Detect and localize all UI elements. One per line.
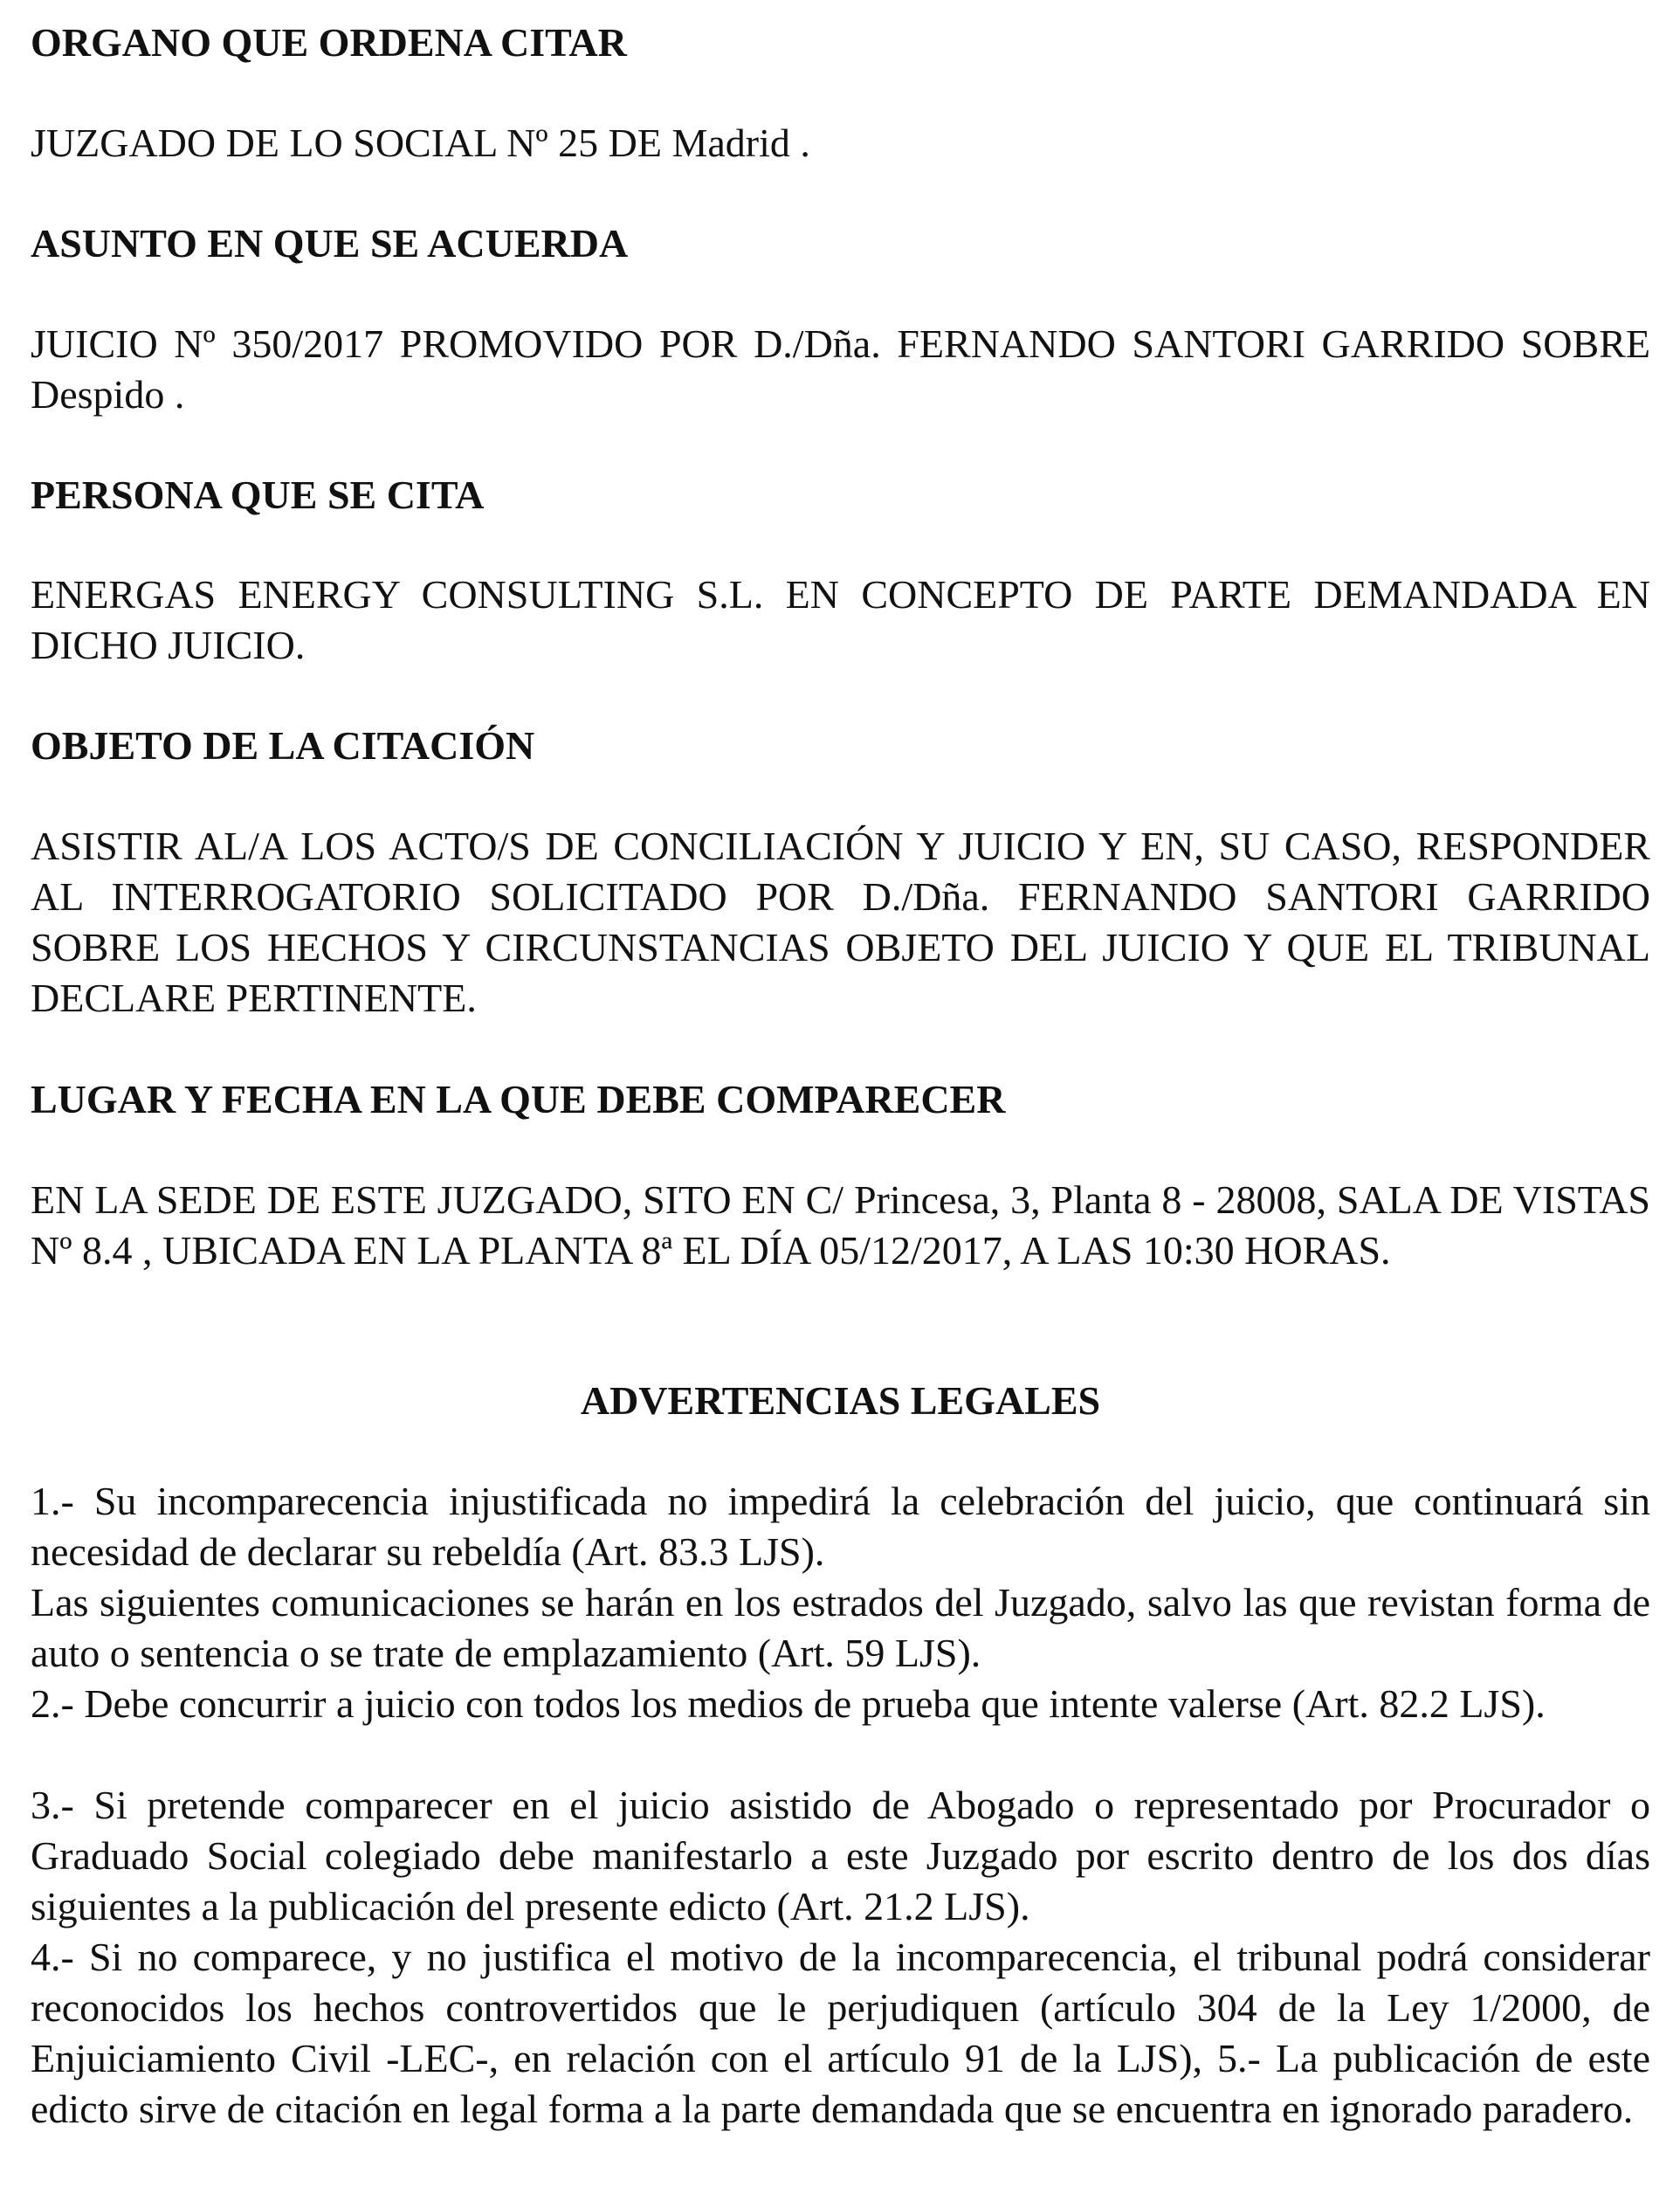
advertencia-item-1: 1.- Su incomparecencia injustificada no impedirá la celebración del juicio, que continuará sin necesidad de declarar su rebeldía (Art. 83.3 LJS). (31, 1479, 1650, 1574)
heading-lugar: LUGAR Y FECHA EN LA QUE DEBE COMPARECER (31, 1077, 1006, 1121)
advertencia-item-5: 4.- Si no comparece, y no justifica el motivo de la incomparecencia, el tribunal podrá considerar reconocidos los hechos controvertidos que le perjudiquen (artículo 304 de la Ley 1/2000, de Enjuiciamiento Civil -LEC-, en relación con el artículo 91 de la LJS), 5.- La publicación de este edicto sirve de citación en legal forma a la parte demandada que se encuentra en ignorado paradero. (31, 1935, 1650, 2131)
text-organo: JUZGADO DE LO SOCIAL Nº 25 DE Madrid . (31, 121, 810, 165)
text-objeto: ASISTIR AL/A LOS ACTO/S DE CONCILIACIÓN Y JUICIO Y EN, SU CASO, RESPONDER AL INTERROGATORIO SOLICITADO POR D./Dña. FERNANDO SANTORI GARRIDO SOBRE LOS HECHOS Y CIRCUNSTANCIAS OBJETO DEL JUICIO Y QUE EL TRIBUNAL DECLARE PERTINENTE. (31, 824, 1650, 1020)
text-asunto: JUICIO Nº 350/2017 PROMOVIDO POR D./Dña. FERNANDO SANTORI GARRIDO SOBRE Despido . (31, 321, 1650, 417)
advertencia-item-4: 3.- Si pretende comparecer en el juicio asistido de Abogado o representado por Procurador o Graduado Social colegiado debe manifestarlo a este Juzgado por escrito dentro de los dos días siguientes a la publicación del presente edicto (Art. 21.2 LJS). (31, 1783, 1650, 1928)
heading-objeto: OBJETO DE LA CITACIÓN (31, 723, 535, 768)
heading-asunto: ASUNTO EN QUE SE ACUERDA (31, 221, 629, 266)
heading-organo: ORGANO QUE ORDENA CITAR (31, 20, 627, 65)
advertencia-item-2: Las siguientes comunicaciones se harán en los estrados del Juzgado, salvo las que revistan forma de auto o sentencia o se trate de emplazamiento (Art. 59 LJS). (31, 1580, 1650, 1675)
text-lugar: EN LA SEDE DE ESTE JUZGADO, SITO EN C/ Princesa, 3, Planta 8 - 28008, SALA DE VISTAS Nº 8.4 , UBICADA EN LA PLANTA 8ª EL DÍA 05/12/2017, A LAS 10:30 HORAS. (31, 1177, 1650, 1273)
heading-advertencias: ADVERTENCIAS LEGALES (580, 1378, 1101, 1423)
heading-persona: PERSONA QUE SE CITA (31, 473, 485, 517)
advertencia-item-3: 2.- Debe concurrir a juicio con todos los medios de prueba que intente valerse (Art. 82.2 LJS). (31, 1681, 1546, 1726)
text-persona: ENERGAS ENERGY CONSULTING S.L. EN CONCEPTO DE PARTE DEMANDADA EN DICHO JUICIO. (31, 572, 1650, 667)
